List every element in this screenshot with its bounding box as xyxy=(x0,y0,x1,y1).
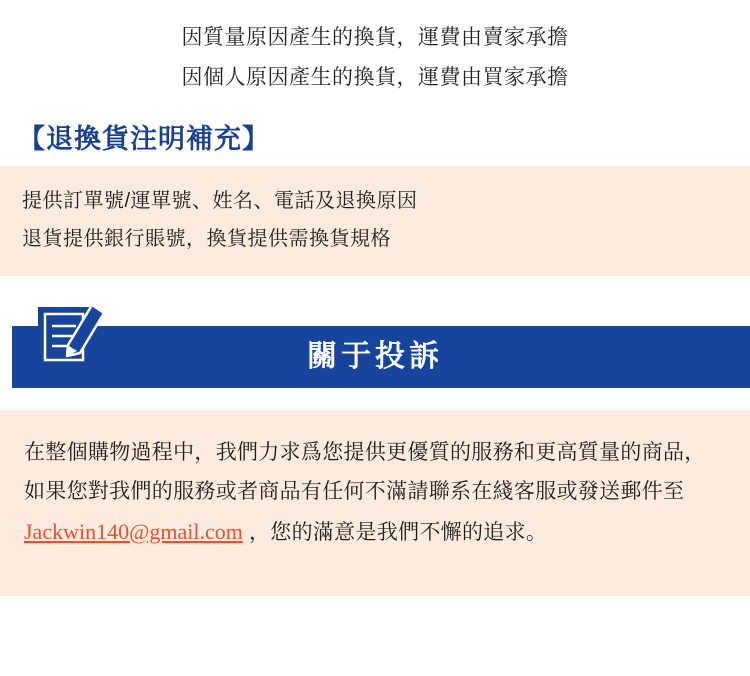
support-email-link[interactable]: Jackwin140@gmail.com xyxy=(24,518,243,544)
complaint-text-box xyxy=(0,410,750,597)
top-policy-notes xyxy=(0,0,750,99)
top-policy-note: 因質量原因產生的換貨，運費由賣家承擔 xyxy=(181,26,569,49)
return-note-line: 退貨提供銀行賬號，換貨提供需換貨規格 xyxy=(22,227,391,250)
return-note-box xyxy=(0,166,750,276)
banner-title: 關于投訴 xyxy=(307,339,443,373)
complaint-text-after-email: ，您的滿意是我們不懈的追求。 xyxy=(242,520,548,544)
complaint-text-before-email: 在整個購物過程中，我們力求爲您提供更優質的服務和更高質量的商品，如果您對我們的服務或者商品有任何不滿請聯系在綫客服或發送郵件至 xyxy=(24,440,706,503)
return-section-heading: 【退換貨注明補充】 xyxy=(18,123,270,154)
top-policy-note: 因個人原因產生的換貨，運費由買家承擔 xyxy=(181,66,569,90)
complaint-banner xyxy=(0,326,750,388)
return-note-line: 提供訂單號/運單號、姓名、電話及退換原因 xyxy=(22,189,418,212)
complaint-paragraph xyxy=(24,434,726,553)
pencil-note-icon xyxy=(34,293,108,371)
